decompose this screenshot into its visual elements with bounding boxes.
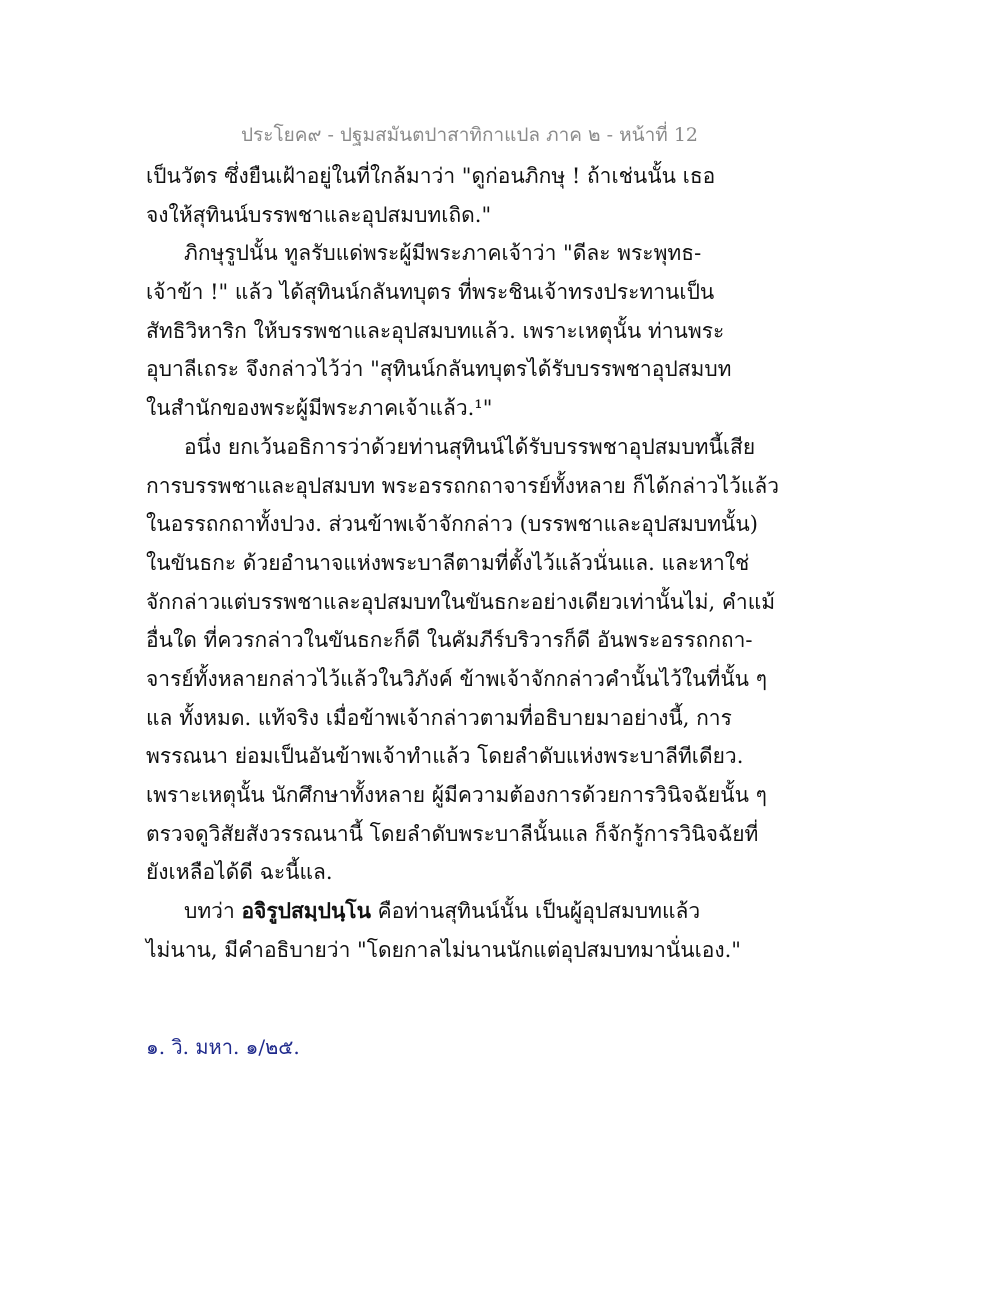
paragraph-start-line: อนึ่ง ยกเว้นอธิการว่าด้วยท่านสุทินน์ได้รับบรรพชาอุปสมบทนี้เสีย — [184, 434, 756, 459]
text-line: อุบาลีเถระ จึงกล่าวไว้ว่า "สุทินน์กลันทบุตรได้รับบรรพชาอุปสมบท — [146, 357, 732, 382]
body-text — [146, 157, 846, 969]
text-line: ในขันธกะ ด้วยอำนาจแห่งพระบาลีตามที่ตั้งไว้แล้วนั่นแล. และหาใช่ — [146, 550, 750, 575]
term-intro-text: บทว่า — [184, 899, 242, 924]
text-line: อื่นใด ที่ควรกล่าวในขันธกะก็ดี ในคัมภีร์บริวารก็ดี อันพระอรรถกถา- — [146, 628, 753, 653]
paragraph-start-line — [146, 892, 846, 931]
text-line: จารย์ทั้งหลายกล่าวไว้แล้วในวิภังค์ ข้าพเจ้าจักกล่าวคำนั้นไว้ในที่นั้น ๆ — [146, 666, 767, 691]
text-line: จักกล่าวแต่บรรพชาและอุปสมบทในขันธกะอย่างเดียวเท่านั้นไม่, คำแม้ — [146, 589, 776, 614]
term-explanation-text: คือท่านสุทินน์นั้น เป็นผู้อุปสมบทแล้ว — [370, 899, 701, 924]
bold-term: อจิรูปสมฺปนฺโน — [241, 898, 371, 924]
paragraph-start-line: ภิกษุรูปนั้น ทูลรับแด่พระผู้มีพระภาคเจ้าว่า "ดีละ พระพุทธ- — [184, 241, 702, 266]
text-line: ในอรรถกถาทั้งปวง. ส่วนข้าพเจ้าจักกล่าว (บรรพชาและอุปสมบทนั้น) — [146, 512, 758, 537]
text-line: ตรวจดูวิสัยสังวรรณนานี้ โดยลำดับพระบาลีนั้นแล ก็จักรู้การวินิจฉัยที่ — [146, 821, 759, 846]
text-line: แล ทั้งหมด. แท้จริง เมื่อข้าพเจ้ากล่าวตามที่อธิบายมาอย่างนี้, การ — [146, 705, 732, 730]
text-line: การบรรพชาและอุปสมบท พระอรรถกถาจารย์ทั้งหลาย ก็ได้กล่าวไว้แล้ว — [146, 473, 780, 498]
text-line: พรรณนา ย่อมเป็นอันข้าพเจ้าทำแล้ว โดยลำดับแห่งพระบาลีทีเดียว. — [146, 744, 744, 769]
footnote: ๑. วิ. มหา. ๑/๒๕. — [146, 1035, 300, 1059]
text-line: เจ้าข้า !" แล้ว ได้สุทินน์กลันทบุตร ที่พระชินเจ้าทรงประทานเป็น — [146, 280, 715, 305]
text-line: ในสำนักของพระผู้มีพระภาคเจ้าแล้ว.¹" — [146, 396, 493, 421]
text-line: จงให้สุทินน์บรรพชาและอุปสมบทเถิด." — [146, 202, 492, 227]
page-header: ประโยค๙ - ปฐมสมันตปาสาทิกาแปล ภาค ๒ - หน้าที่ 12 — [240, 124, 698, 146]
text-line: เป็นวัตร ซึ่งยืนเฝ้าอยู่ในที่ใกล้มาว่า "ดูก่อนภิกษุ ! ถ้าเช่นนั้น เธอ — [146, 164, 716, 188]
text-line: สัทธิวิหาริก ให้บรรพชาและอุปสมบทแล้ว. เพราะเหตุนั้น ท่านพระ — [146, 318, 725, 343]
text-line: ไม่นาน, มีคำอธิบายว่า "โดยกาลไม่นานนักแต่อุปสมบทมานั่นเอง." — [146, 937, 741, 962]
text-line: เพราะเหตุนั้น นักศึกษาทั้งหลาย ผู้มีความต้องการด้วยการวินิจฉัยนั้น ๆ — [146, 783, 767, 807]
text-line: ยังเหลือได้ดี ฉะนี้แล. — [146, 860, 333, 885]
